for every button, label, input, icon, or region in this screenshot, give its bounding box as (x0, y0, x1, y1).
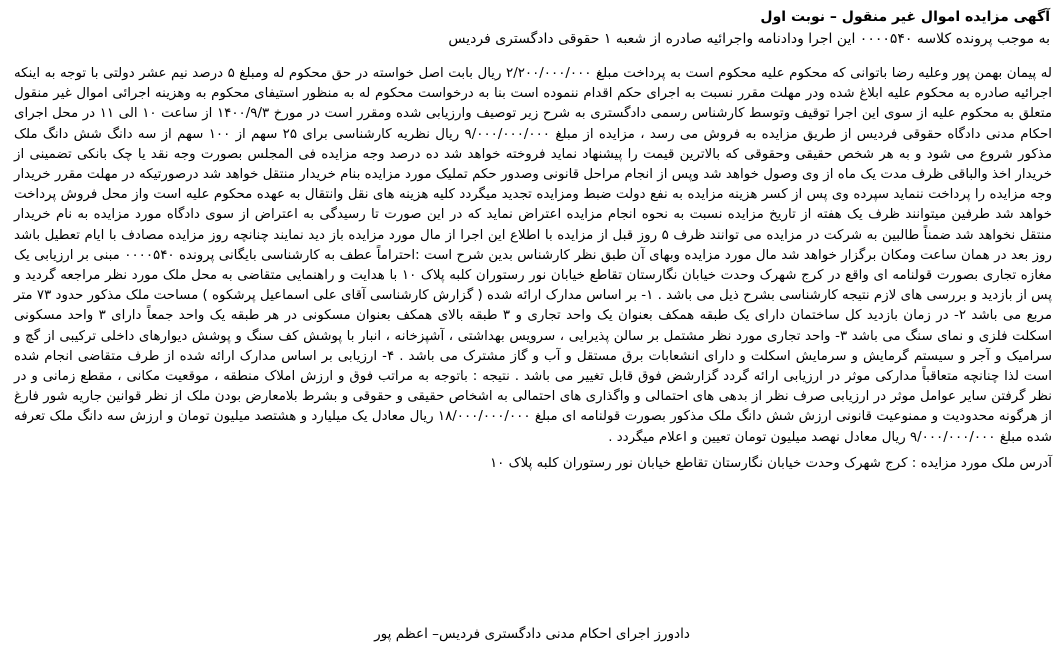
notice-signature: دادورز اجرای احکام مدنی دادگستری فردیس– اعظم پور (374, 626, 690, 642)
notice-subtitle: به موجب پرونده کلاسه ۰۰۰۰۵۴۰ این اجرا ودادنامه واجرائیه صادره از شعبه ۱ حقوقی دادگستری فردیس (448, 31, 1050, 47)
spacer (14, 50, 1052, 64)
auction-notice (14, 6, 1052, 474)
notice-body: له پیمان بهمن پور وعلیه رضا باتوانی که محکوم علیه محکوم است به پرداخت مبلغ ۲/۲۰۰/۰۰۰/۰۰۰ ریال بابت اصل خواسته در حق محکوم له ومبلغ ۵ درصد نیم عشر دولتی با توجه به اینکه اجرائیه صادره به محکوم علیه ابلاغ شده ودر مهلت مقرر نسبت به اجرای حکم اقدام ننموده است بنا به درخواست محکوم له به منظور استیفای محکوم به وهزینه اجرائی اموال غیر منقول متعلق به محکوم علیه از سوی این اجرا توقیف وتوسط کارشناس رسمی دادگستری به شرح زیر توصیف وارزیابی شده ومقرر است در مورخ ۱۴۰۰/۹/۳ از ساعت ۱۰ الی ۱۱ در محل اجرای احکام مدنی دادگاه حقوقی فردیس از طریق مزایده به فروش می رسد ، مزایده از مبلغ ۹/۰۰۰/۰۰۰/۰۰۰ ریال نظریه کارشناسی برای ۲۵ سهم از ۱۰۰ سهم از سه دانگ شش دانگ ملک مذکور شروع می شود و به هر شخص حقیقی وحقوقی که بالاترین قیمت را پیشنهاد نماید فروخته خواهد شد ده درصد وجه مزایده فی المجلس بصورت وجه نقد یا چک بانکی تضمینی از خریدار اخذ والباقی ظرف مدت یک ماه از وی وصول خواهد شد وپس از انجام مراحل قانونی وصدور حکم تملیک مورد مزایده بنام خریدار منتقل خواهد شد درصورتیکه در مهلت مقرر خریدار وجه مزایده را پرداخت ننماید سپرده وی پس از کسر هزینه مزایده به نفع دولت ضبط ومزایده تجدید میگردد کلیه هزینه های نقل وانتقال به عهده محکوم علیه است واز محل فروش پرداخت خواهد شد طرفین میتوانند ظرف یک هفته از تاریخ مزایده نسبت به نحوه انجام مزایده اعتراض نماید که در این صورت تا رسیدگی به اعتراض از سوی دادگاه مورد مزایده به نام خریدار منتقل نخواهد شد ضمناً طالبین به شرکت در مزایده می توانند ظرف ۵ روز قبل از مزایده با اطلاع این اجرا از مال مورد مزایده باز دید نمایند چنانچه روز مزایده مصادف با ایام تعطیل باشد روز بعد در همان ساعت ومکان برگزار خواهد شد مال مورد مزایده وبهای آن طبق نظر کارشناس بدین شرح است :احتراماً عطف به کارشناسی بایگانی پرونده ۰۰۰۰۵۴۰ مبنی بر ارزیابی یک مغازه تجاری بصورت قولنامه ای واقع در کرج شهرک وحدت خیابان نگارستان تقاطع خیابان نور رستوران کلبه پلاک ۱۰ با هدایت و راهنمایی متقاضی به محل ملک مورد نظر مراجعه گردید و پس از بازدید و بررسی های لازم نتیجه کارشناسی بشرح ذیل می باشد . ۱- بر اساس مدارک ارائه شده ( گزارش کارشناسی آقای علی اسماعیل پرشکوه ) مساحت ملک مذکور حدود ۷۳ متر مربع می باشد ۲- در زمان بازدید کل ساختمان دارای یک طبقه همکف بعنوان یک واحد تجاری و ۳ طبقه بالای همکف بعنوان مسکونی در هر طبقه یک واحد جمعاً دارای ۳ واحد مسکونی اسکلت فلزی و نمای سنگ می باشد ۳- واحد تجاری مورد نظر مشتمل بر سالن پذیرایی ، سرویس بهداشتی ، آشپزخانه ، انبار با پوشش کف سنگ و پوشش دیوارهای داخلی ترکیبی از گچ و سرامیک و آجر و سیستم گرمایش و سرمایش اسکلت و دارای انشعابات برق مستقل و آب و گاز مشترک می باشد . ۴- ارزیابی بر اساس مدارک ارائه شده از طرف متقاضی انجام شده است لذا چنانچه متعاقباً مدارکی موثر در ارزیابی ارائه گردد گزارشض فوق قابل تغییر می باشد . نتیجه : باتوجه به مراتب فوق و ارزش املاک منطقه ، موقعیت مکانی ، مقطع زمانی و در نظر گرفتن سایر عوامل موثر در ارزیابی صرف نظر از بدهی های احتمالی و واگذاری های احتمالی به اشخاص حقیقی و حقوقی و بشرط بلامعارض بودن ملک از نظر قوانین جاریه شور فارغ از هرگونه محدودیت و ممنوعیت قانونی ارزش شش دانگ ملک مذکور بصورت قولنامه ای مبلغ ۱۸/۰۰۰/۰۰۰/۰۰۰ ریال معادل یک میلیارد و هشتصد میلیون تومان و ارزش سه دانگ ملک تعرفه شده مبلغ ۹/۰۰۰/۰۰۰/۰۰۰ ریال معادل نهصد میلیون تومان تعیین و اعلام میگردد . (14, 66, 1053, 445)
property-address: آدرس ملک مورد مزایده : کرج شهرک وحدت خیابان نگارستان تقاطع خیابان نور رستوران کلبه پلاک ۱۰ (489, 455, 1052, 471)
notice-title: آگهی مزایده اموال غیر منقول – نوبت اول (760, 9, 1050, 25)
